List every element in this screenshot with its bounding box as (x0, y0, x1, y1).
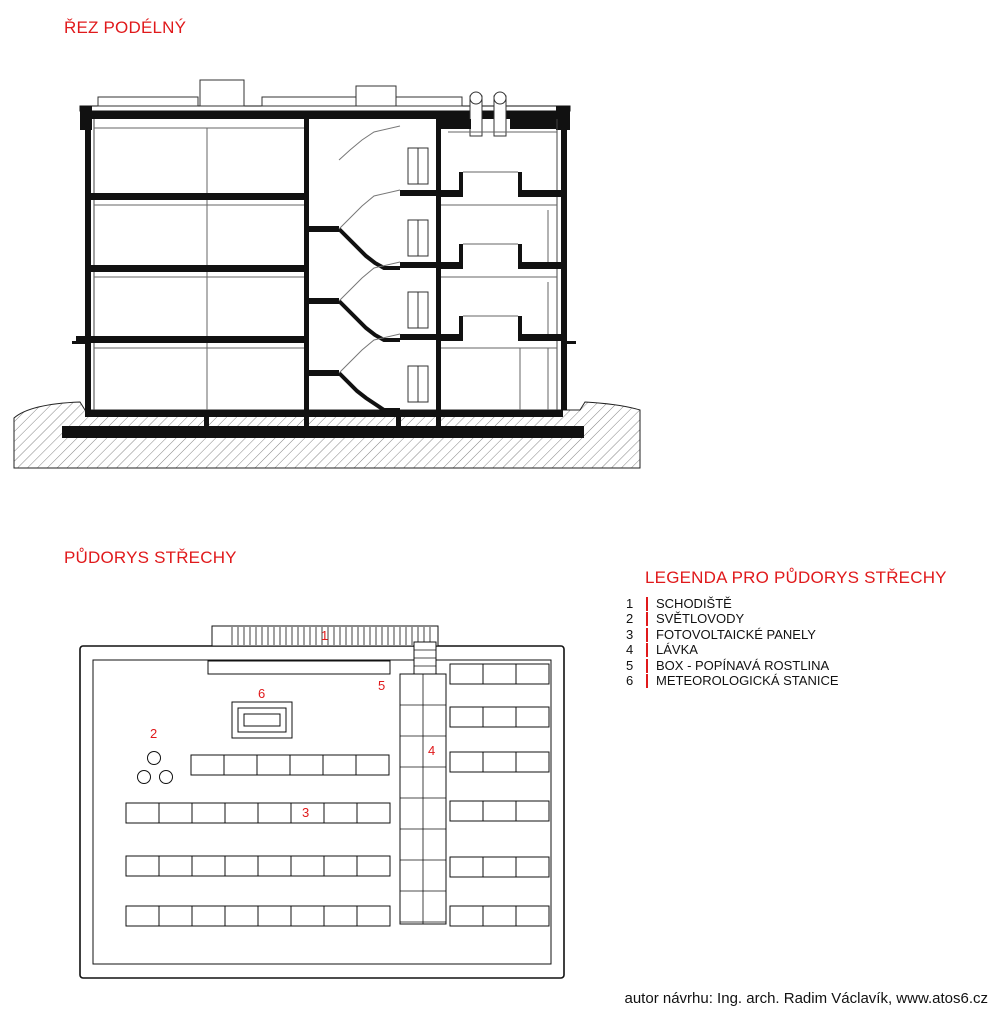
pv-panel (516, 752, 549, 772)
pv-panel (159, 803, 192, 823)
legend-label: LÁVKA (656, 642, 698, 658)
plan-label-1: 1 (321, 628, 329, 643)
pv-panel (450, 752, 483, 772)
pv-panel (224, 755, 257, 775)
pv-panel (483, 752, 516, 772)
section-title: ŘEZ PODÉLNÝ (64, 18, 187, 37)
legend-number: 4 (626, 642, 634, 658)
pv-panel (516, 801, 549, 821)
legend-number: 2 (626, 611, 634, 627)
legend-label: BOX - POPÍNAVÁ ROSTLINA (656, 657, 830, 673)
pv-panel (357, 803, 390, 823)
pv-panel (357, 856, 390, 876)
pv-panel (450, 857, 483, 877)
pv-panel (192, 803, 225, 823)
pv-panel (258, 803, 291, 823)
legend-number: 6 (626, 672, 634, 688)
light-pipes-plan (138, 752, 173, 784)
pv-panel (450, 707, 483, 727)
legend-number: 1 (626, 596, 634, 611)
pv-panel (324, 856, 357, 876)
pv-panel (516, 664, 549, 684)
pv-panel (450, 906, 483, 926)
pv-panel (323, 755, 356, 775)
pv-panel (191, 755, 224, 775)
pv-panel (258, 856, 291, 876)
legend-number: 3 (626, 626, 634, 642)
pv-panel-array (126, 664, 549, 926)
pv-panel (225, 803, 258, 823)
pv-panel (483, 707, 516, 727)
legend-label: METEOROLOGICKÁ STANICE (656, 672, 839, 688)
pv-panel (357, 906, 390, 926)
plant-box (208, 661, 390, 674)
pv-panel (225, 906, 258, 926)
pv-panel (126, 856, 159, 876)
legend-label: SCHODIŠTĚ (656, 596, 732, 611)
weather-station (232, 702, 292, 738)
legend-label: FOTOVOLTAICKÉ PANELY (656, 626, 816, 642)
pv-panel (450, 664, 483, 684)
pv-panel (483, 801, 516, 821)
roof-plan-title: PŮDORYS STŘECHY (64, 548, 237, 567)
pv-panel (159, 906, 192, 926)
plan-label-5: 5 (378, 678, 386, 693)
pv-panel (450, 801, 483, 821)
pv-panel (225, 856, 258, 876)
pv-panel (257, 755, 290, 775)
pv-panel (291, 906, 324, 926)
plan-label-3: 3 (302, 805, 310, 820)
legend-title: LEGENDA PRO PŮDORYS STŘECHY (645, 568, 947, 587)
pv-panel (356, 755, 389, 775)
pv-panel (192, 906, 225, 926)
pv-panel (126, 803, 159, 823)
plan-label-6: 6 (258, 686, 266, 701)
plan-label-4: 4 (428, 743, 436, 758)
pv-panel (290, 755, 323, 775)
pv-panel (324, 906, 357, 926)
plan-label-2: 2 (150, 726, 158, 741)
roof-walkway (400, 642, 446, 924)
legend-number: 5 (626, 657, 634, 673)
pv-panel (258, 906, 291, 926)
legend-label: SVĚTLOVODY (656, 611, 745, 627)
author-credit: autor návrhu: Ing. arch. Radim Václavík, www.atos6.cz (624, 990, 988, 1007)
pv-panel (324, 803, 357, 823)
pv-panel (483, 906, 516, 926)
pv-panel (516, 906, 549, 926)
pv-panel (516, 707, 549, 727)
pv-panel (159, 856, 192, 876)
pv-panel (516, 857, 549, 877)
pv-panel (291, 856, 324, 876)
pv-panel (483, 857, 516, 877)
pv-panel (483, 664, 516, 684)
pv-panel (192, 856, 225, 876)
pv-panel (126, 906, 159, 926)
